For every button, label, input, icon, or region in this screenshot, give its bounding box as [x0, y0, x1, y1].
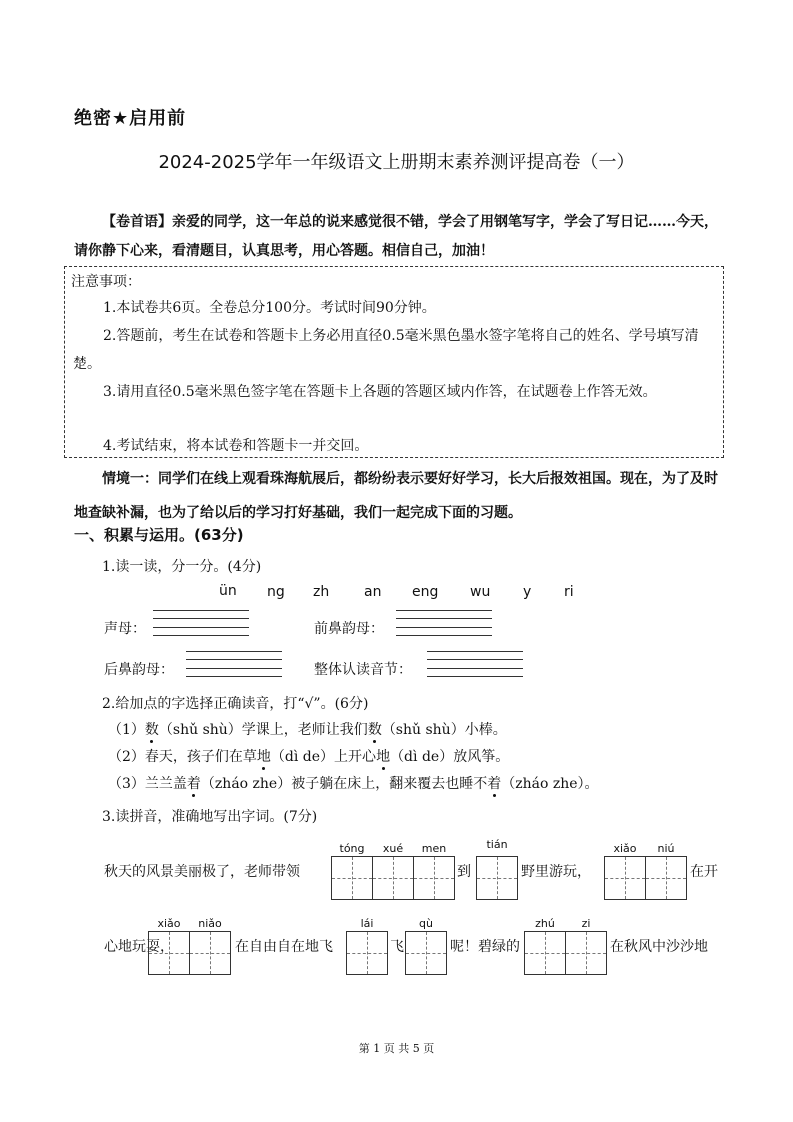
notice-box [64, 266, 724, 458]
initials-writing-lines[interactable] [153, 610, 249, 636]
question-2-title: 2.给加点的字选择正确读音，打“√”。(6分) [102, 696, 369, 712]
question-1-title: 1.读一读，分一分。(4分) [102, 559, 262, 575]
sentence-text[interactable]: （dì de）放风筝。 [390, 749, 510, 765]
sentence-text[interactable]: （dì de）上开心 [270, 749, 377, 765]
sentence-text[interactable]: （zháo zhe）被子躺在床上，翻来覆去也睡不 [200, 776, 488, 792]
pinyin-hint: xiǎo [613, 842, 637, 855]
writing-cell[interactable] [346, 931, 388, 975]
pinyin-item: zh [313, 584, 330, 600]
pinyin-hint: zi [581, 917, 591, 930]
passage-text: 到 [457, 864, 471, 880]
whole-syllable-label: 整体认读音节： [314, 662, 412, 678]
pinyin-item: an [364, 584, 382, 600]
exam-title: 2024-2025学年一年级语文上册期末素养测评提高卷（一） [158, 152, 635, 173]
dotted-char: 数 [145, 719, 159, 739]
question-3-title: 3.读拼音，准确地写出字词。(7分) [102, 809, 318, 825]
writing-grid [346, 931, 388, 975]
writing-grid [476, 856, 518, 900]
passage-text: 心地玩耍， [104, 939, 174, 955]
writing-grid [405, 931, 447, 975]
writing-grid [524, 931, 607, 975]
pinyin-item: y [523, 584, 532, 600]
initials-label: 声母： [104, 621, 146, 637]
back-nasal-writing-lines[interactable] [186, 651, 282, 677]
front-nasal-writing-lines[interactable] [396, 610, 492, 636]
notice-item: 3.请用直径0.5毫米黑色签字笔在答题卡上各题的答题区域内作答，在试题卷上作答无效。 [103, 384, 657, 400]
pinyin-hint: niǎo [198, 917, 222, 930]
notice-title: 注意事项： [71, 274, 141, 290]
writing-cell[interactable] [413, 856, 455, 900]
writing-cell[interactable] [524, 931, 566, 975]
scenario-text: 情境一：同学们在线上观看珠海航展后，都纷纷表示要好好学习，长大后报效祖国。现在，为了及时地查缺补漏，也为了给以后的学习打好基础，我们一起完成下面的习题。 [74, 471, 718, 521]
writing-cell[interactable] [476, 856, 518, 900]
passage-text: 野里游玩， [521, 864, 591, 880]
passage-text: 秋天的风景美丽极了，老师带领 [104, 864, 300, 880]
dotted-char: 数 [368, 719, 382, 739]
writing-grid [148, 931, 231, 975]
confidential-label: 绝密★启用前 [74, 108, 187, 129]
notice-item: 4.考试结束，将本试卷和答题卡一并交回。 [103, 438, 369, 454]
page-footer: 第 1 页 共 5 页 [358, 1042, 435, 1055]
dotted-char: 地 [376, 746, 390, 766]
question-2-sentence-2 [108, 746, 509, 766]
preface-text: 【卷首语】亲爱的同学，这一年总的说来感觉很不错，学会了用钢笔写字，学会了写日记……今天，请你静下心来，看清题目，认真思考，用心答题。相信自己，加油！ [74, 214, 718, 259]
writing-cell[interactable] [331, 856, 373, 900]
pinyin-hint: xué [382, 842, 404, 855]
sentence-text[interactable]: （shǔ shù）学课上，老师让我们 [158, 722, 368, 738]
pinyin-hint: men [421, 842, 447, 855]
writing-cell[interactable] [645, 856, 687, 900]
writing-cell[interactable] [189, 931, 231, 975]
notice-item: 1.本试卷共6页。全卷总分100分。考试时间90分钟。 [103, 300, 436, 316]
section-heading: 一、积累与运用。(63分) [74, 526, 244, 544]
passage-text: 呢！碧绿的 [450, 939, 520, 955]
writing-cell[interactable] [372, 856, 414, 900]
dotted-char: 着 [187, 773, 201, 793]
dotted-char: 着 [487, 773, 501, 793]
passage-text: 飞 [390, 939, 404, 955]
pinyin-hint: niú [657, 842, 675, 855]
sentence-text: （3）兰兰盖 [108, 776, 187, 792]
sentence-text[interactable]: （zháo zhe）。 [501, 776, 599, 792]
pinyin-item: ri [564, 584, 574, 600]
passage-text: 在秋风中沙沙地 [610, 939, 708, 955]
pinyin-hint: xiǎo [157, 917, 181, 930]
pinyin-hint: qù [419, 917, 433, 930]
passage-text: 在自由自在地飞 [235, 939, 333, 955]
pinyin-hint: tián [486, 838, 508, 851]
question-2-sentence-1 [108, 719, 507, 739]
sentence-text[interactable]: （shǔ shù）小棒。 [381, 722, 507, 738]
writing-grid [331, 856, 455, 900]
front-nasal-label: 前鼻韵母： [314, 621, 384, 637]
writing-cell[interactable] [565, 931, 607, 975]
writing-grid [604, 856, 687, 900]
dotted-char: 地 [257, 746, 271, 766]
writing-cell[interactable] [148, 931, 190, 975]
notice-item: 2.答题前，考生在试卷和答题卡上务必用直径0.5毫米黑色墨水签字笔将自己的姓名、学号填写清楚。 [73, 328, 699, 372]
whole-syllable-writing-lines[interactable] [427, 651, 523, 677]
pinyin-item: ng [267, 584, 285, 600]
writing-cell[interactable] [405, 931, 447, 975]
pinyin-item: wu [470, 584, 491, 600]
passage-text: 在开 [690, 864, 718, 880]
pinyin-hint: tóng [339, 842, 365, 855]
question-2-sentence-3 [108, 773, 599, 793]
sentence-text: （1） [108, 722, 145, 738]
sentence-text: （2）春天，孩子们在草 [108, 749, 257, 765]
pinyin-item: ün [219, 583, 237, 599]
pinyin-hint: zhú [535, 917, 555, 930]
pinyin-hint: lái [360, 917, 374, 930]
writing-cell[interactable] [604, 856, 646, 900]
back-nasal-label: 后鼻韵母： [104, 662, 174, 678]
pinyin-item: eng [412, 584, 439, 600]
